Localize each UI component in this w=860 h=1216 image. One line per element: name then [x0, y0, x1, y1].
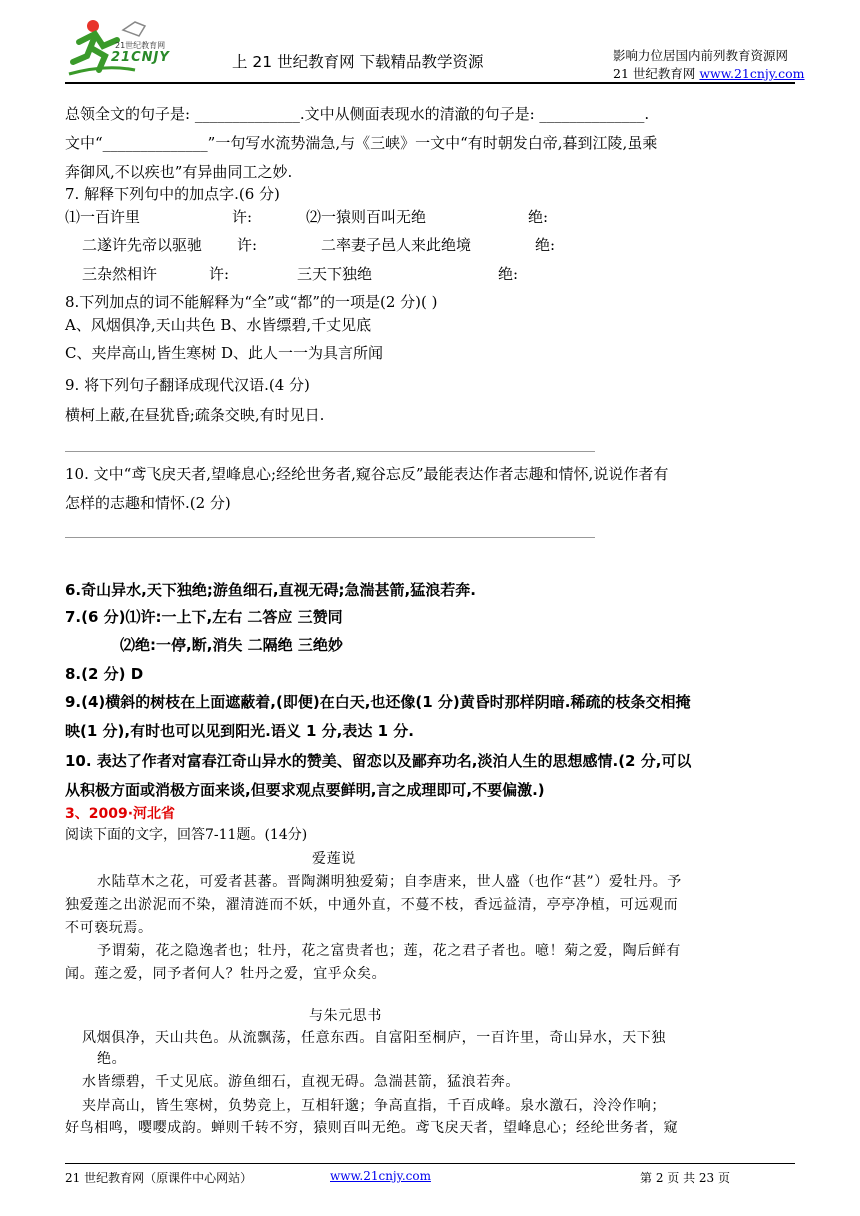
text-paragraph-line: 风烟俱净，天山共色。从流飘荡，任意东西。自富阳至桐庐，一百许里，奇山异水，天下独	[82, 1030, 666, 1046]
question-10-line: 10. 文中“鸢飞戾天者,望峰息心;经纶世务者,窥谷忘反”最能表达作者志趣和情怀,说说作者有	[65, 465, 669, 483]
question-line: 奔御风,不以疾也”有异曲同工之妙.	[65, 163, 293, 181]
header-site-line	[613, 64, 805, 82]
text-title: 与朱元思书	[309, 1008, 382, 1024]
site-logo	[65, 16, 180, 78]
answer-9: 9.(4)横斜的树枝在上面遮蔽着,(即便)在白天,也还像(1 分)黄昏时那样阴暗.稀疏的枝条交相掩	[65, 693, 691, 711]
section-instruction: 阅读下面的文字，回答7-11题。(14分)	[65, 827, 308, 843]
question-9-text: 横柯上蔽,在昼犹昏;疏条交映,有时见日.	[65, 406, 325, 424]
q7-label: 许:	[209, 265, 230, 283]
question-8-options-cd: C、夹岸高山,皆生寒树 D、此人一一为具言所闻	[65, 344, 384, 362]
answer-line	[65, 537, 595, 538]
question-8-title: 8.下列加点的词不能解释为“全”或“都”的一项是(2 分)( )	[65, 293, 438, 311]
q7-label: 许:	[237, 236, 258, 254]
footer-divider	[65, 1163, 795, 1164]
q7-label: 许:	[232, 208, 253, 226]
q7-item: 二率妻子邑人来此绝境	[321, 236, 472, 254]
question-line: 文中“______________”一句写水流势湍急,与《三峡》一文中“有时朝发白帝,暮到江陵,虽乘	[65, 134, 658, 152]
q7-item: ⑴一百许里	[65, 208, 141, 226]
q7-item: 三杂然相许	[82, 265, 158, 283]
answer-10: 从积极方面或消极方面来谈,但要求观点要鲜明,言之成理即可,不要偏激.)	[65, 781, 545, 799]
section-heading: 3、2009·河北省	[65, 806, 176, 822]
page-number: 第 2 页 共 23 页	[640, 1171, 730, 1185]
q7-label: 绝:	[535, 236, 556, 254]
header-slogan: 上 21 世纪教育网 下载精品教学资源	[232, 53, 484, 71]
q7-item: 三天下独绝	[297, 265, 373, 283]
answer-7: ⑵绝:一停,断,消失 二隔绝 三绝妙	[120, 636, 343, 654]
text-paragraph-line: 水陆草木之花，可爱者甚蕃。晋陶渊明独爱菊；自李唐来，世人盛（也作“甚”）爱牡丹。予	[97, 874, 682, 890]
q7-item: ⑵一猿则百叫无绝	[306, 208, 427, 226]
text-paragraph-line: 予谓菊，花之隐逸者也；牡丹，花之富贵者也；莲，花之君子者也。噫！菊之爱，陶后鲜有	[97, 943, 681, 959]
q7-label: 绝:	[528, 208, 549, 226]
text-paragraph-line: 夹岸高山，皆生寒树，负势竞上，互相轩邈；争高直指，千百成峰。泉水激石，泠泠作响；	[82, 1098, 666, 1114]
answer-line	[65, 451, 595, 452]
text-paragraph-line: 闻。莲之爱，同予者何人？牡丹之爱，宜乎众矣。	[65, 966, 387, 982]
question-8-options-ab: A、风烟俱净,天山共色 B、水皆缥碧,千丈见底	[65, 316, 372, 334]
text-title: 爱莲说	[312, 851, 356, 867]
question-line: 总领全文的句子是: ______________.文中从侧面表现水的清澈的句子是: ______________.	[65, 105, 650, 123]
footer-site-name: 21 世纪教育网（原课件中心网站）	[65, 1171, 253, 1185]
header-site-name: 21 世纪教育网	[613, 66, 700, 81]
answer-8: 8.(2 分) D	[65, 665, 144, 683]
q7-label: 绝:	[498, 265, 519, 283]
footer-link[interactable]: www.21cnjy.com	[330, 1169, 431, 1183]
q7-item: 二遂许先帝以驱驰	[82, 236, 203, 254]
answer-9: 映(1 分),有时也可以见到阳光.语义 1 分,表达 1 分.	[65, 722, 414, 740]
logo-text-cn: 21世纪教育网	[115, 41, 166, 50]
header-tagline: 影响力位居国内前列教育资源网	[613, 48, 789, 63]
logo-text-en: 21CNJY	[111, 50, 170, 65]
text-paragraph-line: 水皆缥碧，千丈见底。游鱼细石，直视无碍。急湍甚箭，猛浪若奔。	[82, 1074, 520, 1090]
answer-6: 6.奇山异水,天下独绝;游鱼细石,直视无碍;急湍甚箭,猛浪若奔.	[65, 581, 476, 599]
text-paragraph-line: 不可亵玩焉。	[65, 920, 153, 936]
question-9-title: 9. 将下列句子翻译成现代汉语.(4 分)	[65, 376, 310, 394]
question-7-title: 7. 解释下列句中的加点字.(6 分)	[65, 185, 280, 203]
answer-10: 10. 表达了作者对富春江奇山异水的赞美、留恋以及鄙弃功名,淡泊人生的思想感情.(2 分,可以	[65, 752, 692, 770]
text-paragraph-line: 好鸟相鸣，嘤嘤成韵。蝉则千转不穷，猿则百叫无绝。鸢飞戾天者，望峰息心；经纶世务者，窥	[65, 1120, 679, 1136]
answer-7: 7.(6 分)⑴许:一上下,左右 二答应 三赞同	[65, 608, 343, 626]
header-site-link[interactable]: www.21cnjy.com	[699, 66, 805, 81]
question-10-line: 怎样的志趣和情怀.(2 分)	[65, 494, 231, 512]
text-paragraph-line: 绝。	[97, 1051, 127, 1067]
text-paragraph-line: 独爱莲之出淤泥而不染，濯清涟而不妖，中通外直，不蔓不枝，香远益清，亭亭净植，可远观而	[65, 897, 679, 913]
header-divider	[65, 82, 795, 84]
